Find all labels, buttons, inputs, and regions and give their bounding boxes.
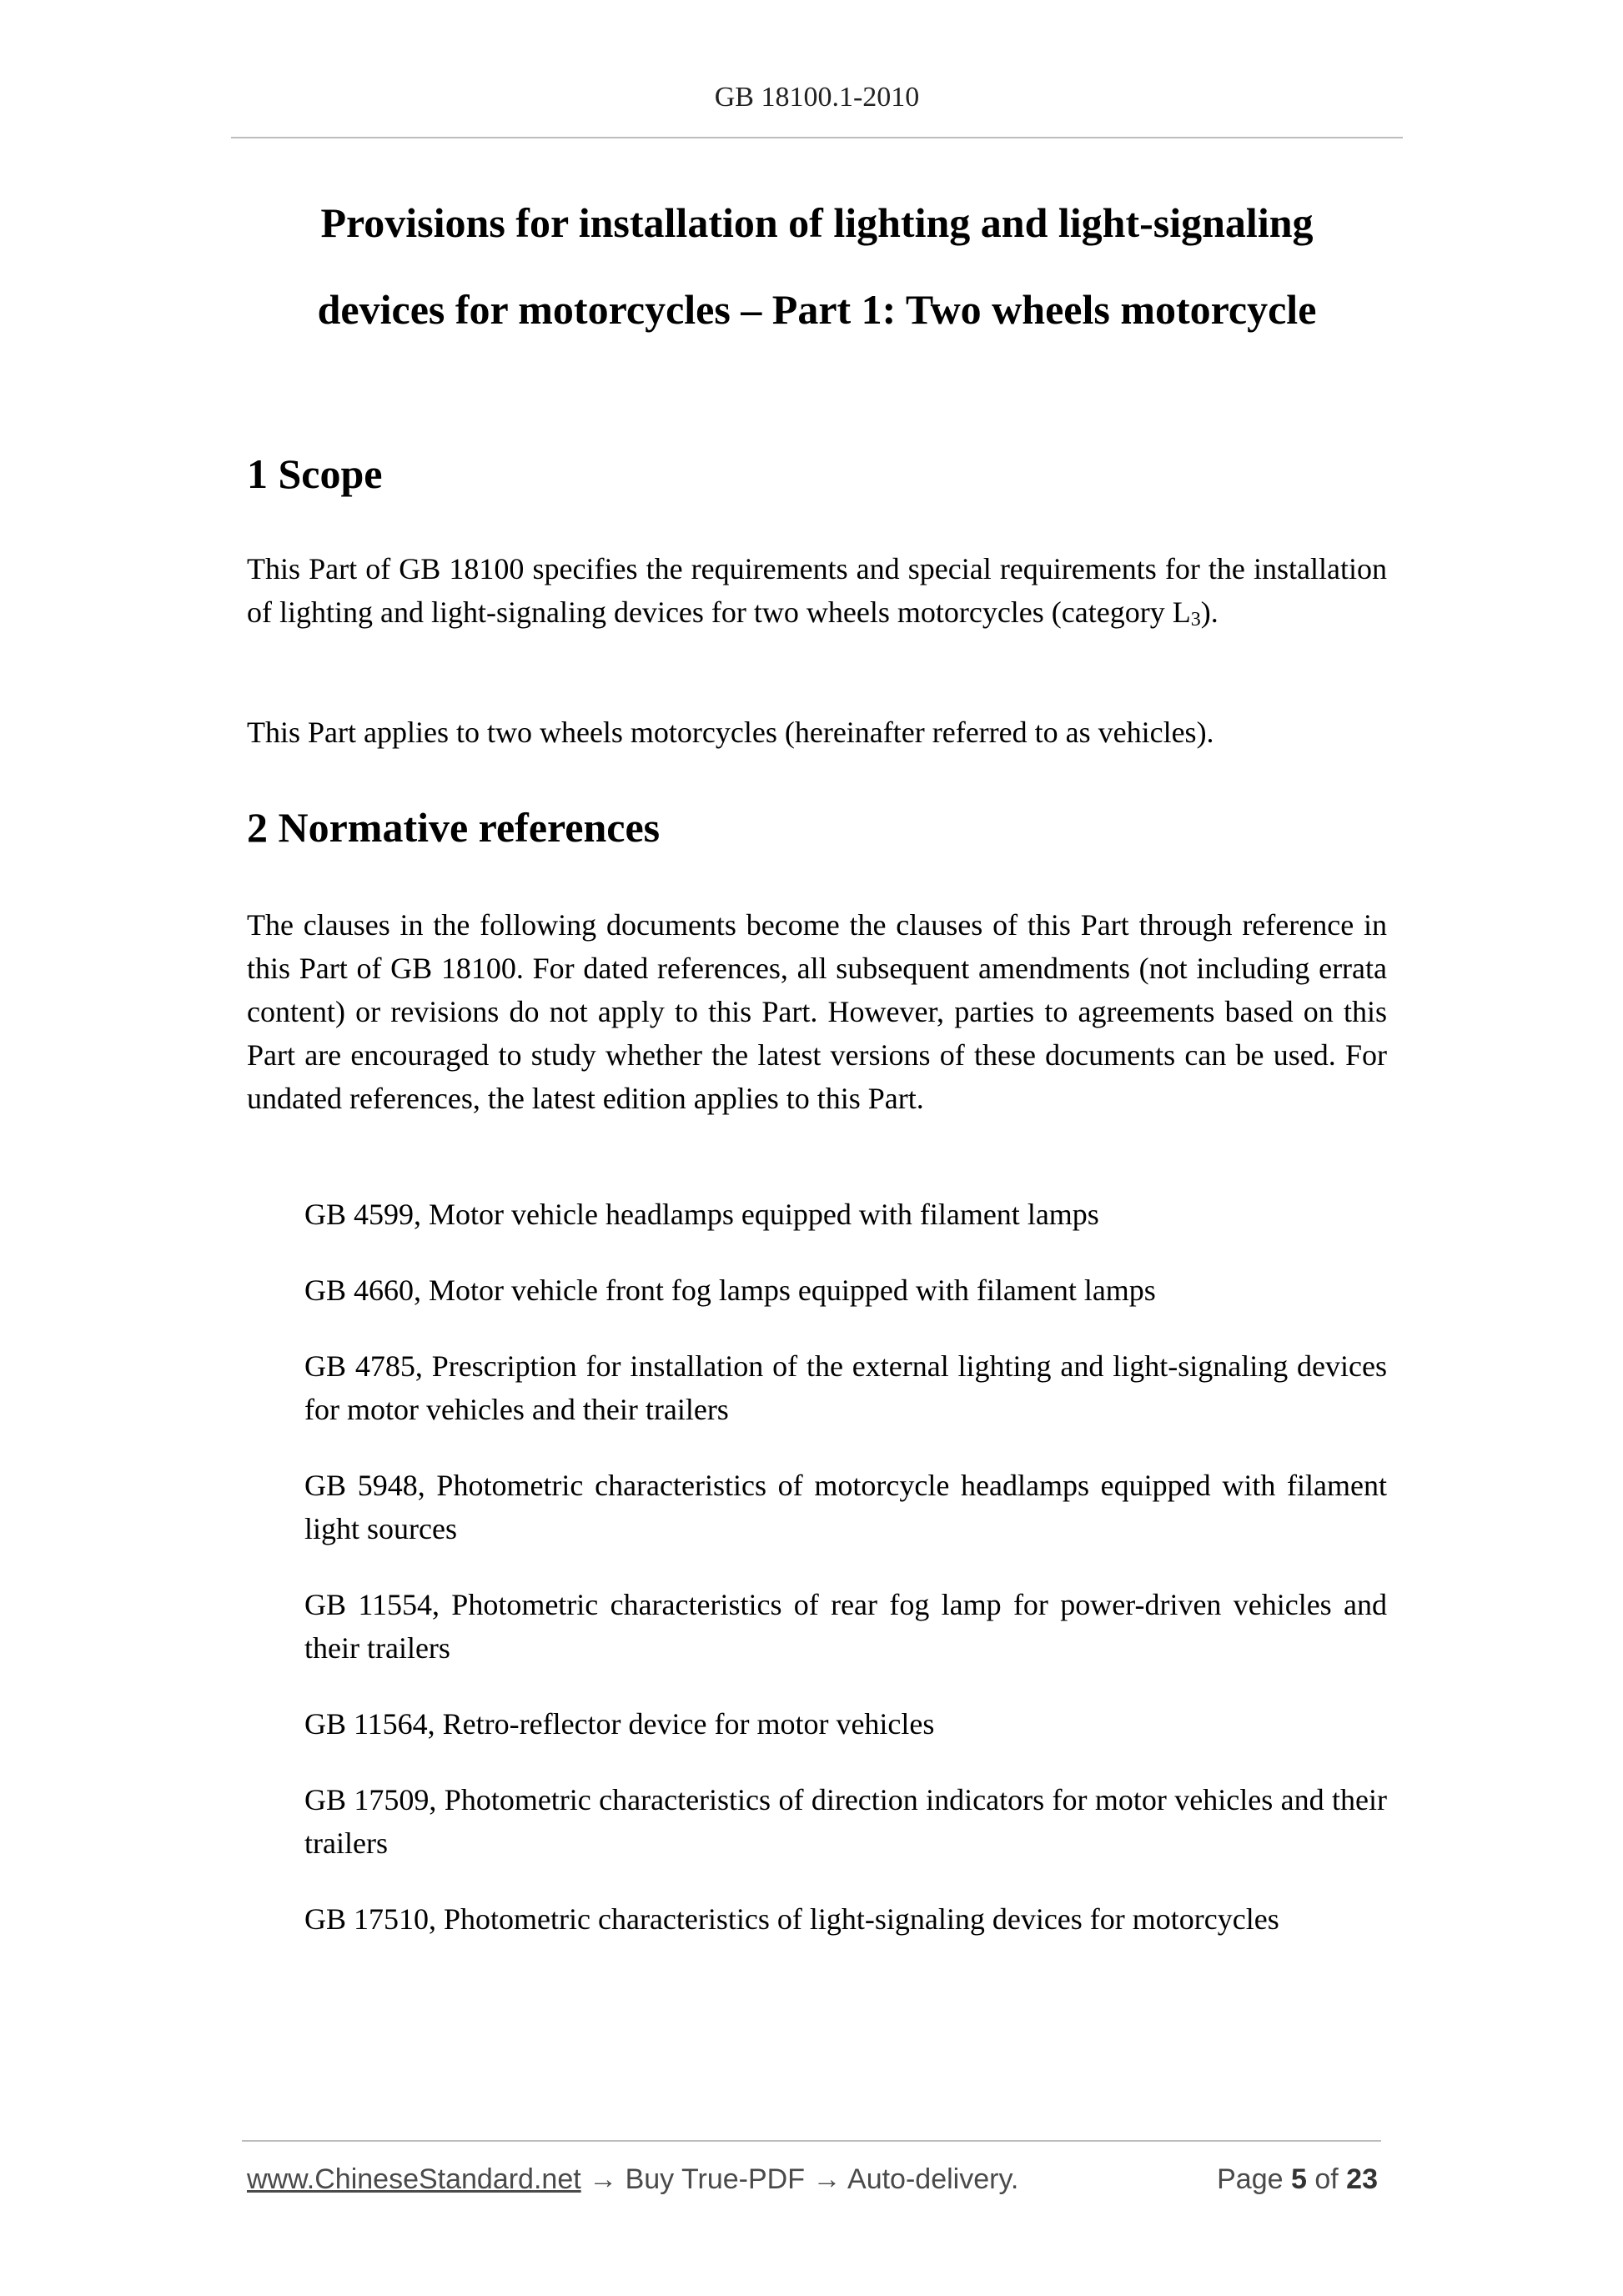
footer-divider <box>242 2140 1381 2142</box>
reference-item-gb4785: GB 4785, Prescription for installation of the external lighting and light-signaling devices for motor vehicles and their trailers <box>304 1349 1387 1426</box>
scope-category-subscript: 3 <box>1190 609 1201 631</box>
document-title <box>231 179 1403 353</box>
reference-item-gb4660: GB 4660, Motor vehicle front fog lamps equipped with filament lamps <box>304 1274 1156 1307</box>
scope-paragraph-1 <box>247 547 1387 634</box>
document-title-line-1: Provisions for installation of lighting and light-signaling <box>320 199 1314 246</box>
footer-promo <box>247 2158 1018 2200</box>
reference-item-gb17510: GB 17510, Photometric characteristics of light-signaling devices for motorcycles <box>304 1902 1279 1936</box>
reference-item-gb17509: GB 17509, Photometric characteristics of direction indicators for motor vehicles and their trailers <box>304 1783 1387 1860</box>
right-arrow-icon: → <box>589 2163 618 2195</box>
scope-paragraph-1-text: This Part of GB 18100 specifies the requirements and special requirements for the installation of lighting and light-signaling devices for two wheels motorcycles (category L <box>247 552 1387 629</box>
section-heading-normative-references: 2 Normative references <box>247 804 661 851</box>
section-heading-scope: 1 Scope <box>247 450 383 497</box>
reference-item-gb11554: GB 11554, Photometric characteristics of rear fog lamp for power-driven vehicles and their trailers <box>304 1588 1387 1665</box>
page-footer <box>247 2158 1378 2200</box>
auto-delivery-text: Auto-delivery. <box>847 2163 1019 2195</box>
scope-paragraph-2: This Part applies to two wheels motorcycles (hereinafter referred to as vehicles). <box>247 716 1214 749</box>
buy-true-pdf-text: Buy True-PDF <box>625 2163 805 2195</box>
reference-item-gb5948: GB 5948, Photometric characteristics of motorcycle headlamps equipped with filament light sources <box>304 1469 1387 1545</box>
scope-paragraph-1-end: ). <box>1200 595 1219 629</box>
current-page-number: 5 <box>1290 2163 1307 2195</box>
document-title-line-2: devices for motorcycles – Part 1: Two wheels motorcycle <box>317 286 1317 333</box>
normative-paragraph: The clauses in the following documents become the clauses of this Part through reference in this Part of GB 18100. For dated references, all subsequent amendments (not including errata content) or revisions do not apply to this Part. However, parties to agreements based on this Part are encouraged to study whether the latest versions of these documents can be used. For undated references, the latest edition applies to this Part. <box>247 908 1387 1115</box>
reference-item-gb4599: GB 4599, Motor vehicle headlamps equipped with filament lamps <box>304 1198 1099 1231</box>
of-label: of <box>1314 2163 1339 2195</box>
page-header-doc-code: GB 18100.1-2010 <box>714 82 920 113</box>
website-link[interactable]: www.ChineseStandard.net <box>247 2163 581 2195</box>
page-indicator <box>1217 2158 1378 2200</box>
reference-item-gb11564: GB 11564, Retro-reflector device for motor vehicles <box>304 1707 935 1741</box>
page-label: Page <box>1217 2163 1284 2195</box>
header-divider <box>231 137 1403 138</box>
right-arrow-icon: → <box>812 2163 842 2195</box>
total-page-count: 23 <box>1346 2163 1378 2195</box>
reference-list <box>304 1193 1387 1973</box>
